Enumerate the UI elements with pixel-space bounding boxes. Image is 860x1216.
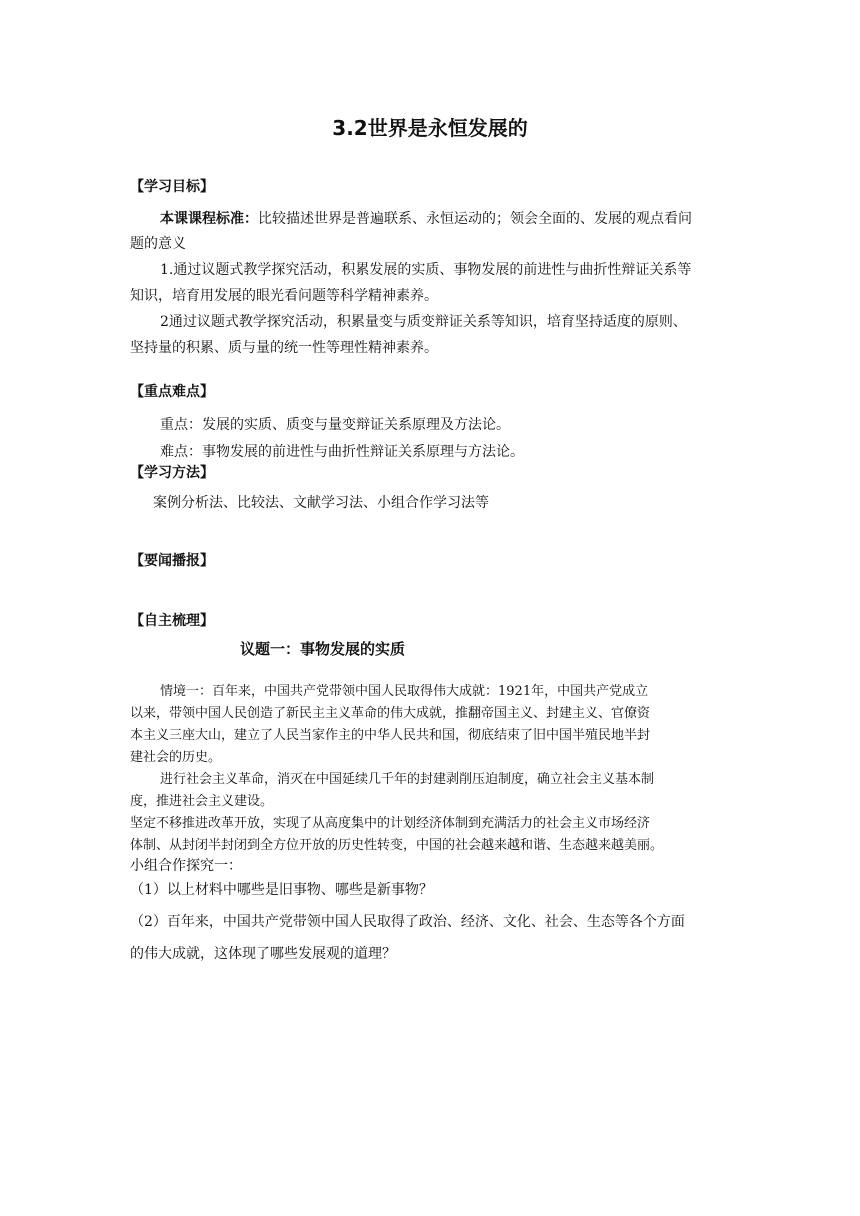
paragraph3-line2: 体制、从封闭半封闭到全方位开放的历史性转变，中国的社会越来越和谐、生态越来越美丽。 — [130, 838, 664, 853]
group-inquiry-label: 小组合作探究一： — [130, 858, 242, 874]
self-study-heading: 【自主梳理】 — [130, 613, 214, 629]
paragraph2-line2: 度，推进社会主义建设。 — [130, 794, 274, 809]
topic-title: 议题一：事物发展的实质 — [240, 640, 406, 658]
objective-2-line2: 坚持量的积累、质与量的统一性等理性精神素养。 — [130, 340, 438, 356]
objective-2-line1: 2通过议题式教学探究活动，积累量变与质变辩证关系等知识，培育坚持适度的原则、 — [160, 314, 687, 330]
paragraph3-line1: 坚定不移推进改革开放，实现了从高度集中的计划经济体制到充满活力的社会主义市场经济 — [130, 816, 651, 831]
methods-text: 案例分析法、比较法、文献学习法、小组合作学习法等 — [153, 495, 489, 511]
paragraph2-line1: 进行社会主义革命，消灭在中国延续几千年的封建剥削压迫制度，确立社会主义基本制 — [160, 772, 655, 787]
news-heading: 【要闻播报】 — [130, 553, 214, 569]
objective-1-line2: 知识，培育用发展的眼光看问题等科学精神素养。 — [130, 288, 438, 304]
question-1: （1）以上材料中哪些是旧事物、哪些是新事物？ — [130, 882, 433, 898]
scenario-line2: 以来，带领中国人民创造了新民主主义革命的伟大成就，推翻帝国主义、封建主义、官僚资 — [130, 706, 651, 721]
question-2-line2: 的伟大成就，这体现了哪些发展观的道理？ — [130, 946, 396, 962]
objective-1-line1: 1.通过议题式教学探究活动，积累发展的实质、事物发展的前进性与曲折性辩证关系等 — [160, 262, 692, 278]
curriculum-standard-line1 — [160, 208, 692, 228]
curriculum-standard-label: 本课课程标准： — [160, 211, 258, 227]
key-points-heading: 【重点难点】 — [130, 384, 214, 400]
methods-heading: 【学习方法】 — [130, 465, 214, 481]
difficult-point-text: 难点：事物发展的前进性与曲折性辩证关系原理与方法论。 — [160, 444, 524, 460]
question-2-line1: （2）百年来，中国共产党带领中国人民取得了政治、经济、文化、社会、生态等各个方面 — [130, 914, 685, 930]
scenario-line1: 情境一：百年来，中国共产党带领中国人民取得伟大成就：1921年，中国共产党成立 — [160, 684, 649, 699]
curriculum-standard-line2: 题的意义 — [130, 236, 186, 252]
scenario-line4: 建社会的历史。 — [130, 750, 222, 765]
objectives-heading: 【学习目标】 — [130, 179, 214, 195]
key-point-text: 重点：发展的实质、质变与量变辩证关系原理及方法论。 — [160, 417, 510, 433]
page-title: 3.2世界是永恒发展的 — [332, 116, 528, 140]
scenario-line3: 本主义三座大山，建立了人民当家作主的中华人民共和国，彻底结束了旧中国半殖民地半封 — [130, 728, 651, 743]
curriculum-standard-text: 比较描述世界是普遍联系、永恒运动的；领会全面的、发展的观点看问 — [258, 211, 692, 227]
